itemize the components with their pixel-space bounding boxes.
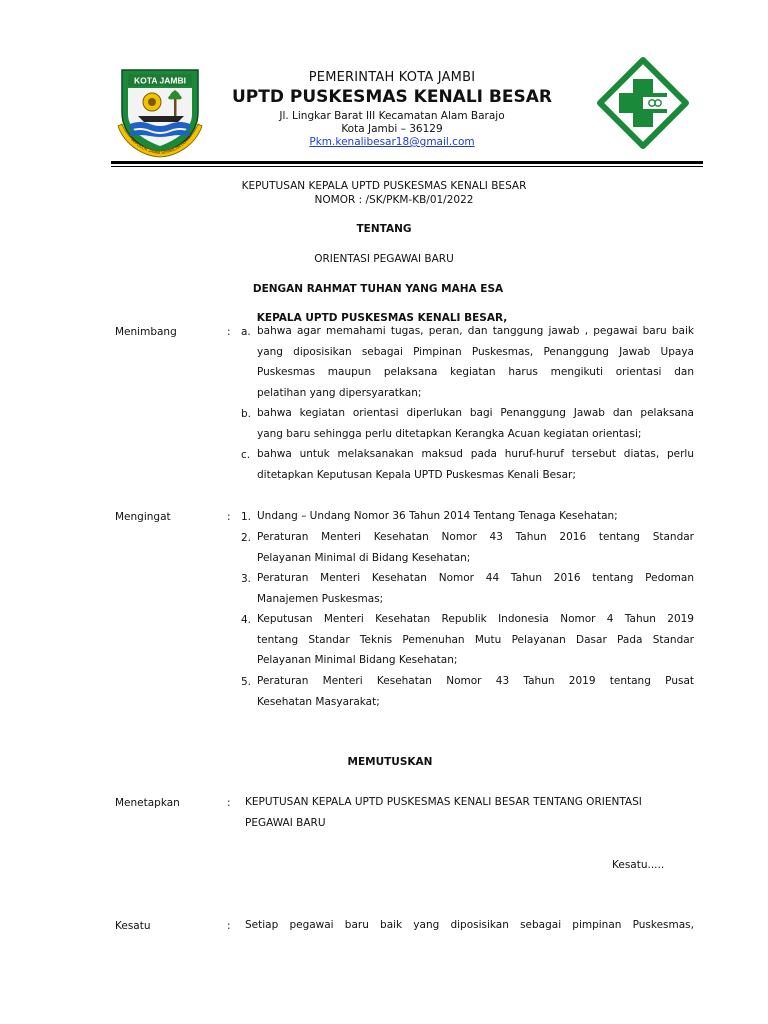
menimbang-item-b: bahwa kegiatan orientasi diperlukan bagi Penanggung Jawab dan pelaksana yang baru sehingga perlu ditetapkan Kerangka Acuan kegiatan orientasi;	[257, 407, 694, 440]
mengingat-marker-1: 1.	[241, 511, 252, 523]
email-link[interactable]: Pkm.kenalibesar18@gmail.com	[309, 136, 475, 148]
tentang-heading: TENTANG	[356, 223, 412, 235]
logo-motto: SEPUCUK JAMBI SEMBILAN LURAH	[130, 133, 193, 156]
institution-name: UPTD PUSKESMAS KENALI BESAR	[232, 87, 552, 107]
menimbang-label: Menimbang	[115, 326, 177, 338]
city-line: Kota Jambi – 36129	[341, 123, 443, 135]
mengingat-label: Mengingat	[115, 511, 171, 523]
menetapkan-label: Menetapkan	[115, 797, 180, 809]
letterhead	[200, 70, 584, 148]
letterhead-rule	[111, 161, 703, 164]
menetapkan-colon: :	[227, 797, 231, 809]
menimbang-marker-a: a.	[241, 326, 251, 338]
logo-caption: KOTA JAMBI	[134, 75, 186, 86]
decree-title: KEPUTUSAN KEPALA UPTD PUSKESMAS KENALI BESAR	[241, 180, 527, 192]
mengingat-item-2: Peraturan Menteri Kesehatan Nomor 43 Tahun 2016 tentang Standar Pelayanan Minimal di Bidang Kesehatan;	[257, 531, 694, 564]
kesatu-reference: Kesatu.....	[612, 859, 665, 871]
mengingat-item-5: Peraturan Menteri Kesehatan Nomor 43 Tahun 2019 tentang Pusat Kesehatan Masyarakat;	[257, 675, 694, 708]
puskesmas-logo	[597, 57, 689, 149]
mengingat-item-4: Keputusan Menteri Kesehatan Republik Indonesia Nomor 4 Tahun 2019 tentang Standar Teknis Pemenuhan Mutu Pelayanan Dasar Pada Standar Pelayanan Minimal Bidang Kesehatan;	[257, 613, 694, 666]
mengingat-marker-5: 5.	[241, 676, 252, 688]
menimbang-item-c: bahwa untuk melaksanakan maksud pada huruf-huruf tersebut diatas, perlu ditetapkan Keputusan Kepala UPTD Puskesmas Kenali Besar;	[257, 448, 694, 481]
mengingat-marker-3: 3.	[241, 573, 252, 585]
letterhead-rule-thin	[111, 166, 703, 167]
mengingat-colon: :	[227, 511, 231, 523]
grace-heading: DENGAN RAHMAT TUHAN YANG MAHA ESA	[252, 283, 504, 295]
menimbang-marker-b: b.	[241, 408, 252, 420]
memutuskan-heading: MEMUTUSKAN	[347, 756, 433, 768]
menimbang-colon: :	[227, 326, 231, 338]
address-line: Jl. Lingkar Barat III Kecamatan Alam Barajo	[279, 110, 505, 122]
menetapkan-text: KEPUTUSAN KEPALA UPTD PUSKESMAS KENALI BESAR TENTANG ORIENTASI PEGAWAI BARU	[245, 796, 642, 829]
mengingat-item-1: Undang – Undang Nomor 36 Tahun 2014 Tentang Tenaga Kesehatan;	[257, 510, 618, 522]
decree-number: NOMOR : /SK/PKM-KB/01/2022	[314, 194, 474, 206]
decree-subject: ORIENTASI PEGAWAI BARU	[314, 253, 454, 265]
kota-jambi-emblem-logo	[114, 66, 206, 158]
kesatu-colon: :	[227, 920, 231, 932]
mengingat-item-3: Peraturan Menteri Kesehatan Nomor 44 Tahun 2016 tentang Pedoman Manajemen Puskesmas;	[257, 572, 694, 605]
mengingat-marker-2: 2.	[241, 532, 252, 544]
menimbang-item-a: bahwa agar memahami tugas, peran, dan tanggung jawab , pegawai baru baik yang diposisikan sebagai Pimpinan Puskesmas, Penanggung Jawab Upaya Puskesmas maupun pelaksana kegiatan harus mengikuti orientasi dan pelatihan yang dipersyaratkan;	[257, 325, 694, 399]
head-heading: KEPALA UPTD PUSKESMAS KENALI BESAR,	[256, 312, 508, 324]
mengingat-marker-4: 4.	[241, 614, 252, 626]
government-name: PEMERINTAH KOTA JAMBI	[308, 70, 476, 85]
kesatu-text: Setiap pegawai baru baik yang diposisikan sebagai pimpinan Puskesmas,	[245, 919, 694, 931]
menimbang-marker-c: c.	[241, 449, 251, 461]
kesatu-label: Kesatu	[115, 920, 151, 932]
